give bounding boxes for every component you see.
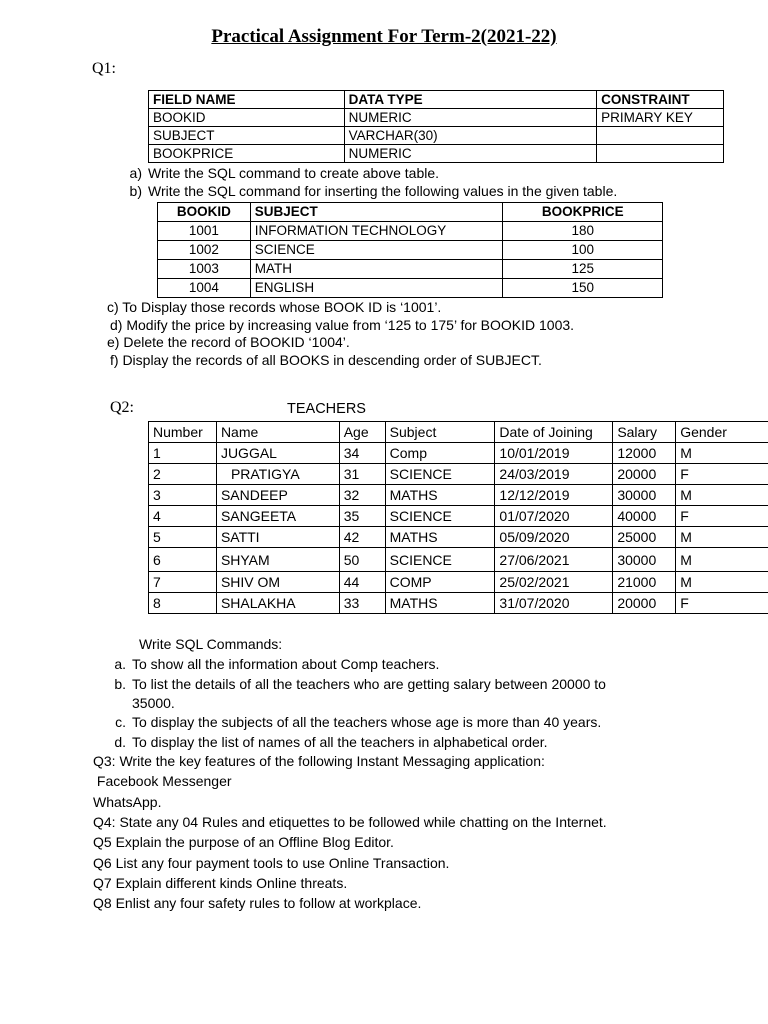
table-cell: SUBJECT [149, 127, 345, 145]
table-cell: M [676, 485, 768, 506]
table-cell: M [676, 527, 768, 548]
q2-intro: Write SQL Commands: [139, 636, 283, 652]
question-part-d: d) Modify the price by increasing value from ‘125 to 175’ for BOOKID 1003. [110, 317, 575, 333]
table-caption: TEACHERS [287, 401, 366, 417]
table-cell: F [676, 593, 768, 614]
q2-item-b: b. To list the details of all the teachers who are getting salary between 20000 to [114, 676, 606, 692]
table-cell: SCIENCE [385, 506, 495, 527]
header-cell: Name [216, 422, 339, 443]
table-header-row [158, 203, 663, 222]
table-row [149, 593, 768, 614]
header-cell: BOOKPRICE [503, 203, 663, 222]
table-cell: 2 [149, 464, 217, 485]
table-cell: Comp [385, 443, 495, 464]
table-row [149, 548, 768, 572]
table-cell: F [676, 506, 768, 527]
table-row [149, 443, 768, 464]
table-row [149, 127, 724, 145]
table-cell: 180 [503, 222, 663, 241]
table-cell: M [676, 572, 768, 593]
table-cell: MATHS [385, 485, 495, 506]
header-cell: Gender [676, 422, 768, 443]
table-row [149, 527, 768, 548]
q4-text: Q4: State any 04 Rules and etiquettes to be followed while chatting on the Internet. [93, 814, 607, 830]
table-cell: PRATIGYA [216, 464, 339, 485]
table-cell: 125 [503, 260, 663, 279]
question-part-b: b) Write the SQL command for inserting the following values in the given table. [129, 183, 618, 199]
book-values-table [157, 202, 663, 298]
table-row [158, 260, 663, 279]
table-cell: 31 [339, 464, 385, 485]
table-cell: SCIENCE [250, 241, 503, 260]
q3-text: Q3: Write the key features of the following Instant Messaging application: [93, 753, 545, 769]
table-row [149, 485, 768, 506]
teachers-table [148, 421, 768, 614]
header-cell: Date of Joining [495, 422, 613, 443]
q2-item-b-cont: 35000. [132, 695, 175, 711]
header-cell: Number [149, 422, 217, 443]
q2-item-a: a. To show all the information about Comp teachers. [114, 656, 440, 672]
table-cell: SHALAKHA [216, 593, 339, 614]
header-cell: Subject [385, 422, 495, 443]
header-cell: SUBJECT [250, 203, 503, 222]
table-cell: 24/03/2019 [495, 464, 613, 485]
table-cell: INFORMATION TECHNOLOGY [250, 222, 503, 241]
question-part-c: c) To Display those records whose BOOK ID is ‘1001’. [107, 299, 442, 315]
table-cell: 4 [149, 506, 217, 527]
table-cell: SANGEETA [216, 506, 339, 527]
table-cell: 12000 [613, 443, 676, 464]
table-cell [597, 127, 724, 145]
table-cell: NUMERIC [344, 109, 596, 127]
table-header-row [149, 422, 768, 443]
table-cell: 30000 [613, 485, 676, 506]
table-cell: 10/01/2019 [495, 443, 613, 464]
table-cell: 1003 [158, 260, 251, 279]
table-cell: NUMERIC [344, 145, 596, 163]
question-part-f: f) Display the records of all BOOKS in descending order of SUBJECT. [110, 352, 542, 368]
table-cell: 33 [339, 593, 385, 614]
table-cell: 50 [339, 548, 385, 572]
table-cell: 20000 [613, 593, 676, 614]
table-cell: SHYAM [216, 548, 339, 572]
table-cell: 42 [339, 527, 385, 548]
q2-item-d: d. To display the list of names of all the teachers in alphabetical order. [114, 734, 548, 750]
table-row [149, 506, 768, 527]
table-row [149, 145, 724, 163]
table-row [149, 572, 768, 593]
table-cell: 1001 [158, 222, 251, 241]
header-cell: Age [339, 422, 385, 443]
schema-table [148, 90, 724, 163]
q5-text: Q5 Explain the purpose of an Offline Blog Editor. [93, 834, 394, 850]
q7-text: Q7 Explain different kinds Online threats. [93, 875, 348, 891]
table-cell: M [676, 548, 768, 572]
table-cell: 44 [339, 572, 385, 593]
q1-label: Q1: [92, 60, 116, 77]
table-cell: 7 [149, 572, 217, 593]
table-cell: M [676, 443, 768, 464]
table-row [158, 222, 663, 241]
table-cell: 31/07/2020 [495, 593, 613, 614]
table-cell: 5 [149, 527, 217, 548]
table-cell: F [676, 464, 768, 485]
q2-item-c: c. To display the subjects of all the teachers whose age is more than 40 years. [115, 714, 602, 730]
table-cell: 150 [503, 279, 663, 298]
table-cell: 8 [149, 593, 217, 614]
table-cell: 100 [503, 241, 663, 260]
table-cell: SANDEEP [216, 485, 339, 506]
table-cell: 20000 [613, 464, 676, 485]
table-cell: COMP [385, 572, 495, 593]
question-part-e: e) Delete the record of BOOKID ‘1004’. [107, 334, 350, 350]
table-cell: 1 [149, 443, 217, 464]
header-cell: CONSTRAINT [597, 91, 724, 109]
table-cell: 32 [339, 485, 385, 506]
table-cell: 34 [339, 443, 385, 464]
table-cell: MATH [250, 260, 503, 279]
table-cell: 3 [149, 485, 217, 506]
q2-label: Q2: [110, 399, 134, 416]
page-title: Practical Assignment For Term-2(2021-22) [211, 26, 557, 47]
table-cell: PRIMARY KEY [597, 109, 724, 127]
table-cell: 01/07/2020 [495, 506, 613, 527]
table-cell: SCIENCE [385, 548, 495, 572]
table-cell: 35 [339, 506, 385, 527]
table-cell: 05/09/2020 [495, 527, 613, 548]
table-cell: SCIENCE [385, 464, 495, 485]
table-cell: 1002 [158, 241, 251, 260]
q6-text: Q6 List any four payment tools to use Online Transaction. [93, 855, 450, 871]
header-cell: BOOKID [158, 203, 251, 222]
table-cell: 12/12/2019 [495, 485, 613, 506]
q8-text: Q8 Enlist any four safety rules to follow at workplace. [93, 895, 422, 911]
table-cell: MATHS [385, 527, 495, 548]
table-row [149, 109, 724, 127]
table-cell: SATTI [216, 527, 339, 548]
table-cell: VARCHAR(30) [344, 127, 596, 145]
q3-app-1: Facebook Messenger [93, 773, 232, 789]
table-cell: 27/06/2021 [495, 548, 613, 572]
table-cell: BOOKPRICE [149, 145, 345, 163]
table-cell: 21000 [613, 572, 676, 593]
table-cell [597, 145, 724, 163]
table-cell: SHIV OM [216, 572, 339, 593]
table-cell: 1004 [158, 279, 251, 298]
table-row [149, 464, 768, 485]
header-cell: Salary [613, 422, 676, 443]
table-cell: BOOKID [149, 109, 345, 127]
table-cell: 30000 [613, 548, 676, 572]
table-cell: MATHS [385, 593, 495, 614]
table-cell: 6 [149, 548, 217, 572]
header-cell: DATA TYPE [344, 91, 596, 109]
header-cell: FIELD NAME [149, 91, 345, 109]
question-part-a: a) Write the SQL command to create above table. [129, 165, 440, 181]
table-cell: 25/02/2021 [495, 572, 613, 593]
table-cell: ENGLISH [250, 279, 503, 298]
table-row [158, 279, 663, 298]
table-cell: 40000 [613, 506, 676, 527]
table-cell: 25000 [613, 527, 676, 548]
table-row [158, 241, 663, 260]
table-header-row [149, 91, 724, 109]
q3-app-2: WhatsApp. [93, 794, 162, 810]
table-cell: JUGGAL [216, 443, 339, 464]
